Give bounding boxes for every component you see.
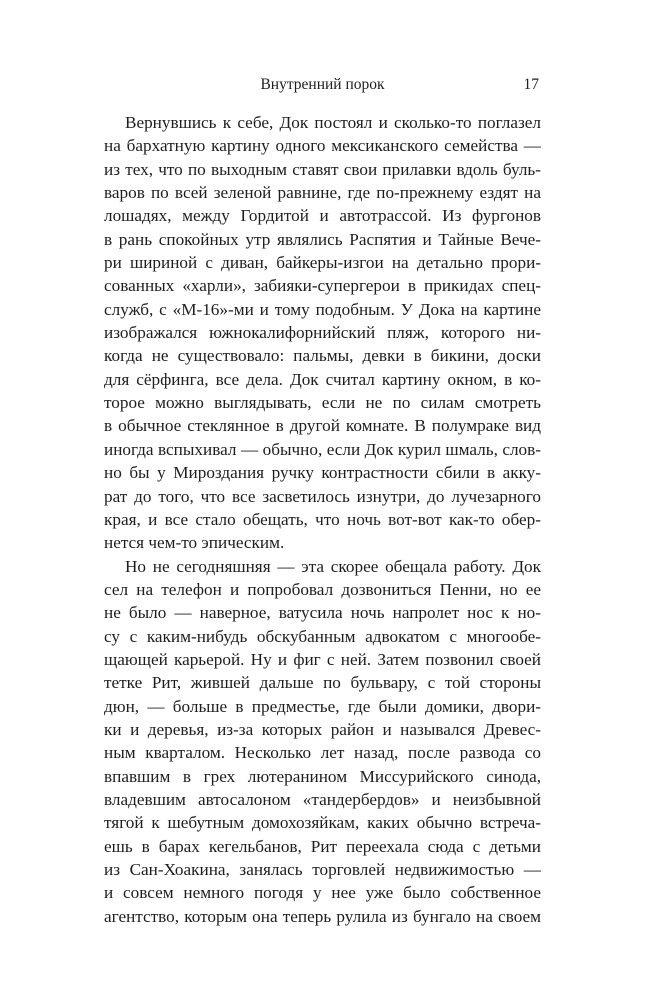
text-line: сел на телефон и попробовал дозвониться Пенни, но ее xyxy=(104,579,541,599)
paragraph xyxy=(104,555,541,929)
text-line: для сёрфинга, все дела. Док считал картину окном, в ко- xyxy=(104,369,541,389)
text-line: иногда вспыхивал — обычно, если Док курил шмаль, слов- xyxy=(104,439,541,459)
text-line: щающей карьерой. Ну и фиг с ней. Затем позвонил своей xyxy=(104,649,541,669)
running-header xyxy=(104,75,541,95)
text-line: изображался южнокалифорнийский пляж, которого ни- xyxy=(104,323,541,343)
text-line: из тех, что по выходным ставят свои прилавки вдоль буль- xyxy=(104,159,541,179)
text-line: но бы у Мироздания ручку контрастности сбили в акку- xyxy=(104,463,541,483)
text-line: лошадях, между Гордитой и автотрассой. Из фургонов xyxy=(104,206,541,226)
running-title: Внутренний порок xyxy=(260,76,385,93)
text-line: и совсем немного погодя у нее уже было собственное xyxy=(104,883,541,903)
text-line: тетке Рит, жившей дальше по бульвару, с той стороны xyxy=(104,673,541,693)
text-line: края, и все стало обещать, что ночь вот-вот как-то обер- xyxy=(104,509,541,529)
text-line: рат до того, что все засветилось изнутри, до лучезарного xyxy=(104,486,541,506)
paragraph xyxy=(104,111,541,555)
text-line: когда не существовало: пальмы, девки в бикини, доски xyxy=(104,346,541,366)
text-line: ри шириной с диван, байкеры-изгои на детально прори- xyxy=(104,253,541,273)
text-line: дюн, — больше в предместье, где были домики, двори- xyxy=(104,696,541,716)
text-line: владевшим автосалоном «тандербердов» и неизбывной xyxy=(104,789,541,809)
body-text xyxy=(104,111,541,928)
text-line: в рань спокойных утр являлись Распятия и Тайные Вече- xyxy=(104,229,541,249)
text-line: Но не сегодняшняя — эта скорее обещала работу. Док xyxy=(125,556,541,576)
text-line: на бархатную картину одного мексиканского семейства — xyxy=(104,136,541,156)
text-line: ки и деревья, из-за которых район и назывался Древес- xyxy=(104,719,541,739)
text-line: ным кварталом. Несколько лет назад, после развода со xyxy=(104,743,541,763)
text-line: тягой к шебутным домохозяйкам, каких обычно встреча- xyxy=(104,813,541,833)
text-line: ешь в барах кегельбанов, Рит переехала сюда с детьми xyxy=(104,836,541,856)
text-line: не было — наверное, ватусила ночь напролет нос к но- xyxy=(104,603,541,623)
text-line: сованных «харли», забияки-супергерои в прикидах спец- xyxy=(104,276,541,296)
text-line: су с каким-нибудь обскубанным адвокатом с многообе- xyxy=(104,626,541,646)
text-line: Вернувшись к себе, Док постоял и сколько-то поглазел xyxy=(125,113,541,132)
text-line: торое можно выглядывать, если не по силам смотреть xyxy=(104,393,541,413)
text-line: варов по всей зеленой равнине, где по-прежнему ездят на xyxy=(104,183,541,203)
text-line: из Сан-Хоакина, занялась торговлей недвижимостью — xyxy=(104,860,541,879)
text-line: в обычное стеклянное в другой комнате. В полумраке вид xyxy=(104,416,541,436)
text-line: агентство, которым она теперь рулила из бунгало на своем xyxy=(104,906,541,926)
page-number: 17 xyxy=(523,76,539,93)
text-line: впавшим в грех лютеранином Миссурийского синода, xyxy=(104,766,541,786)
text-line: нется чем-то эпическим. xyxy=(104,533,285,553)
text-line: служб, с «М-16»-ми и тому подобным. У Дока на картине xyxy=(104,299,541,319)
